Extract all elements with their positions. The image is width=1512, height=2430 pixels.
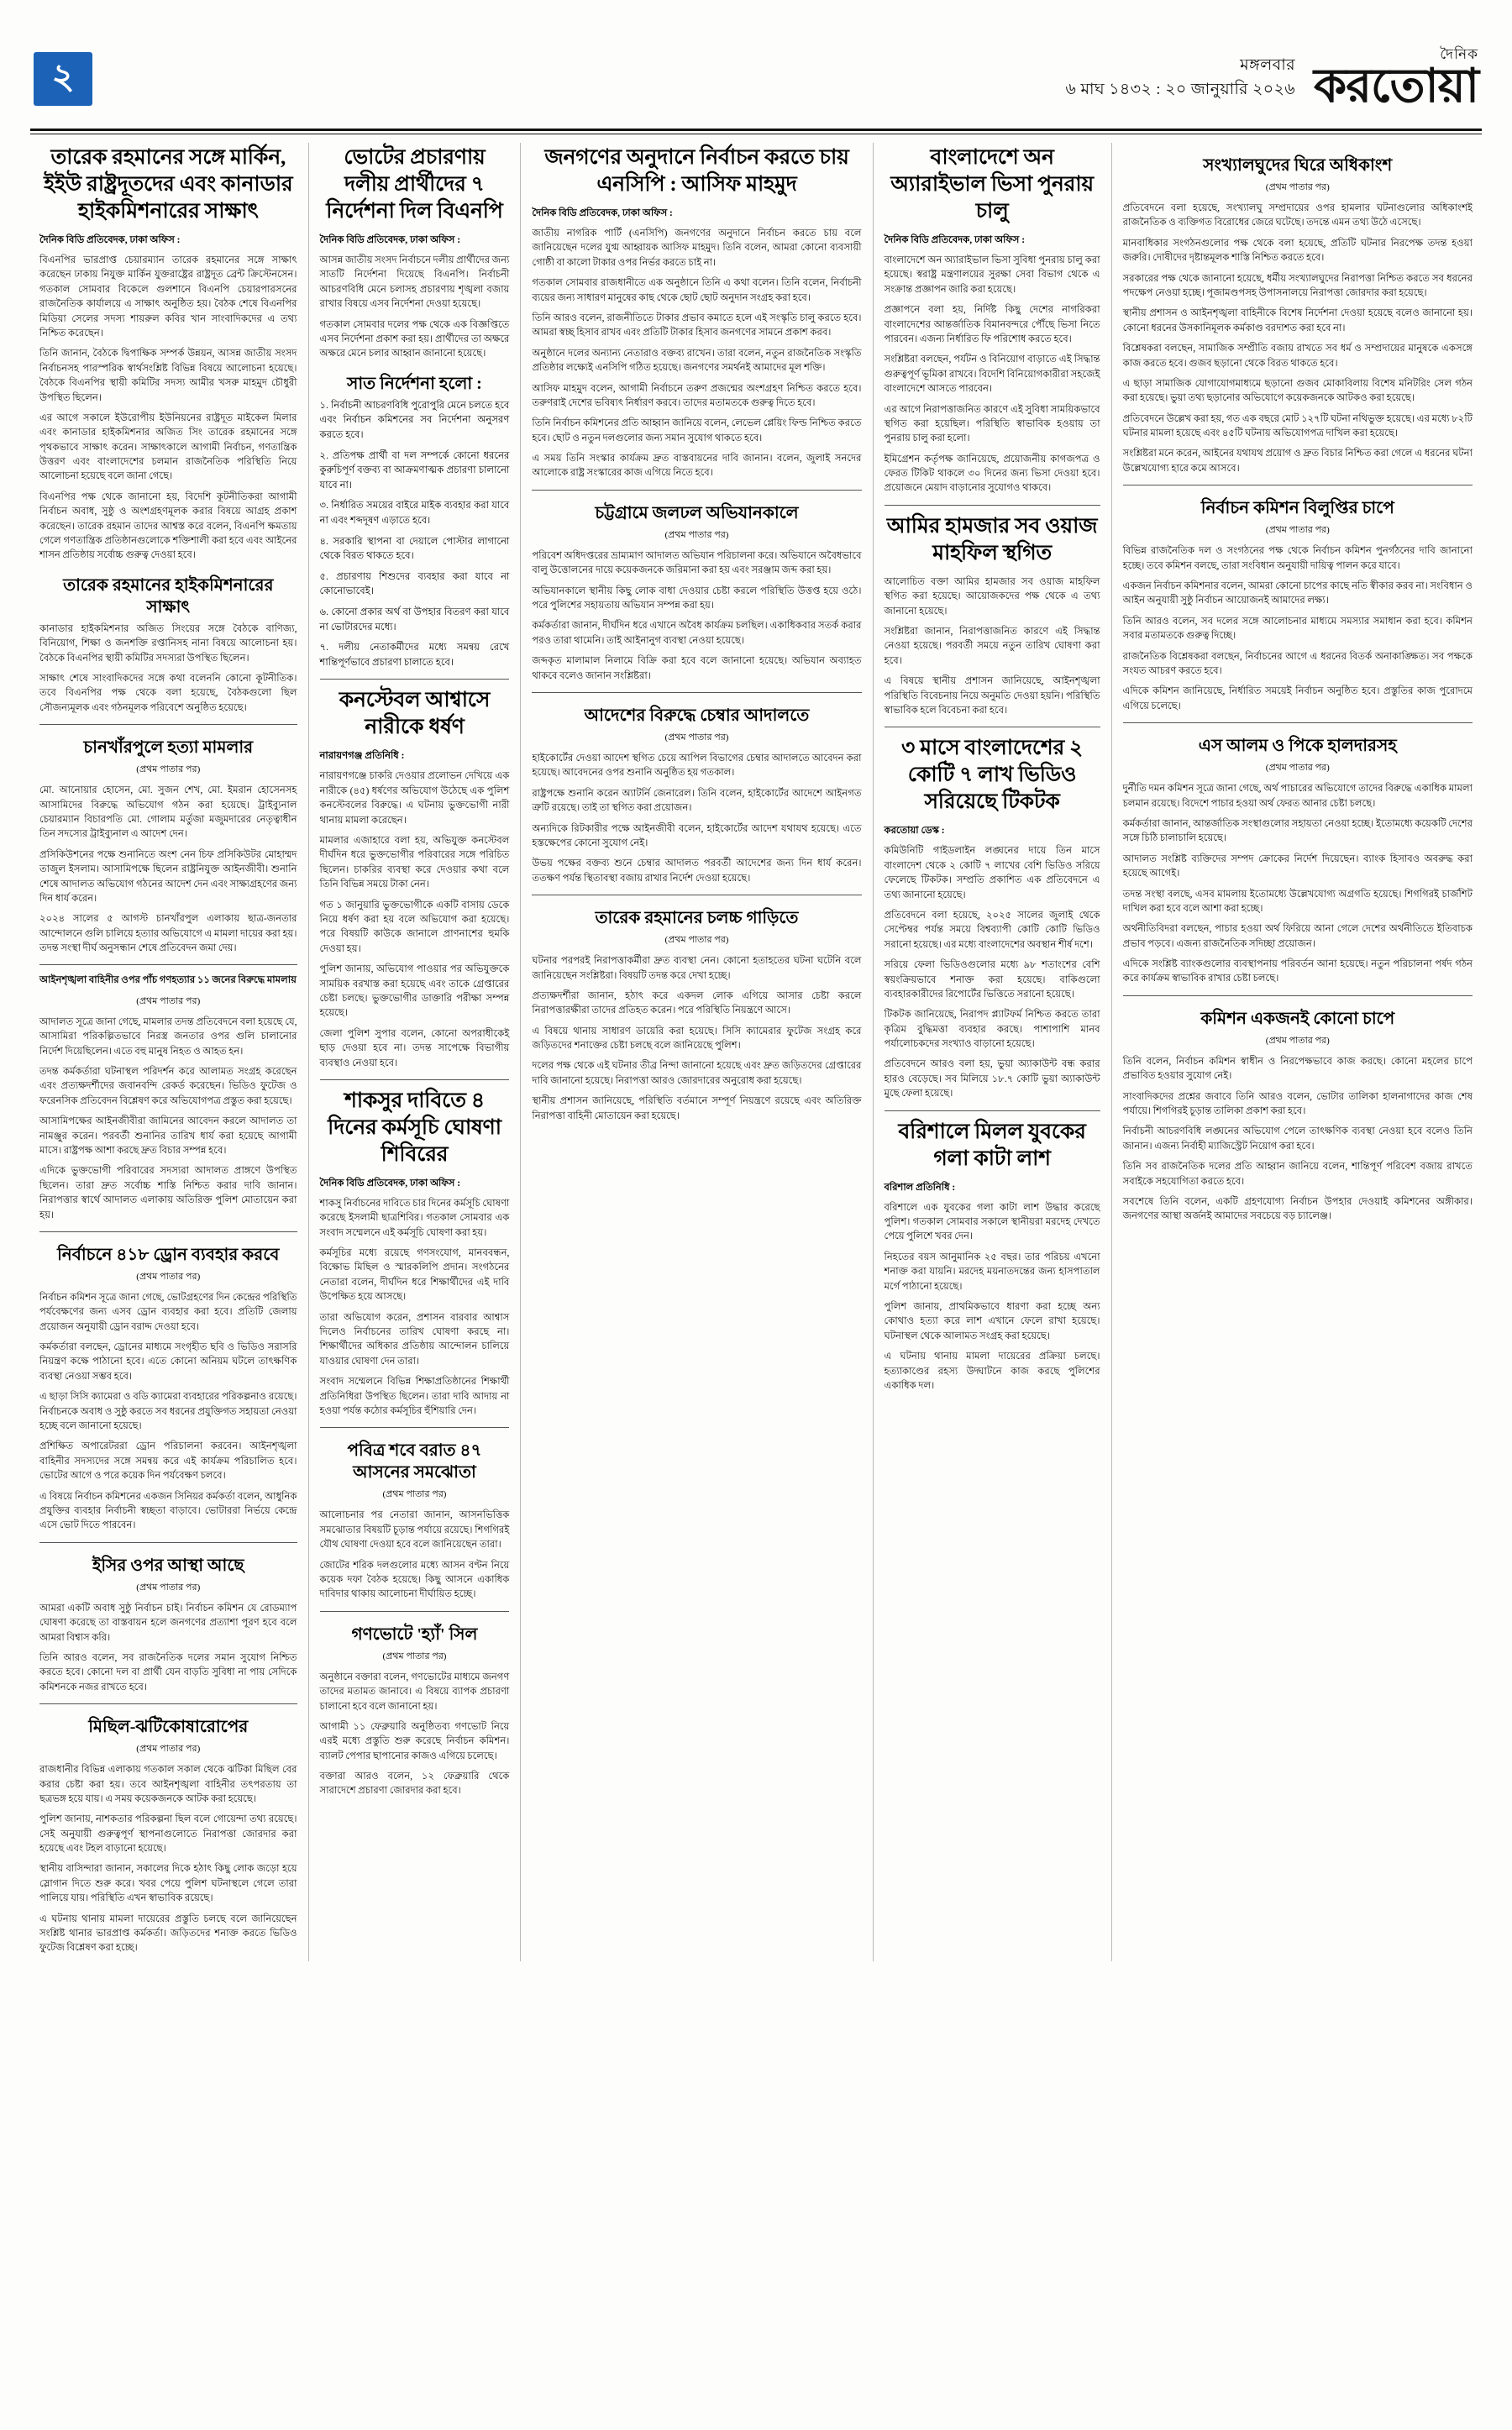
article-paragraph: বাংলাদেশে অন অ্যারাইভাল ভিসা সুবিধা পুনরায় চালু করা হয়েছে। স্বরাষ্ট্র মন্ত্রণালয়ের সুরক্ষা সেবা বিভাগ থেকে এ সংক্রান্ত প্রজ্ঞাপন জারি করা হয়েছে। — [884, 255, 1100, 295]
article-paragraph: অনুষ্ঠানে বক্তারা বলেন, গণভোটের মাধ্যমে জনগণ তাদের মতামত জানাবে। এ বিষয়ে ব্যাপক প্রচারণা চালানো হবে বলে জানানো হয়। — [319, 1671, 510, 1712]
article-paragraph: এ বিষয়ে থানায় সাধারণ ডায়েরি করা হয়েছে। সিসি ক্যামেরার ফুটেজ সংগ্রহ করে জড়িতদের শনাক্তের চেষ্টা চলছে বলে জানিয়েছে পুলিশ। — [532, 1025, 862, 1052]
page-number-badge: ২ — [34, 52, 92, 106]
article-paragraph: আসিফ মাহমুদ বলেন, আগামী নির্বাচনে তরুণ প্রজন্মের অংশগ্রহণ নিশ্চিত করতে হবে। তরুণরাই দেশের ভবিষ্যৎ নির্ধারণ করবে। তাদের মতামতকে গুরুত্ব দিতে হবে। — [532, 382, 862, 408]
column-grid — [29, 143, 1483, 1961]
column-2 — [308, 143, 521, 1961]
article-headline: ৩ মাসে বাংলাদেশের ২ কোটি ৭ লাখ ভিডিও সরিয়েছে টিকটক — [900, 737, 1084, 814]
continued-from: (প্রথম পাতার পর) — [664, 732, 729, 743]
article-headline: তারেক রহমানের চলচ্চ গাড়িতে — [595, 909, 799, 928]
article-paragraph: জোটের শরিক দলগুলোর মধ্যে আসন বণ্টন নিয়ে কয়েক দফা বৈঠক হয়েছে। কিছু আসনে একাধিক দাবিদার থাকায় আলোচনা দীর্ঘায়িত হচ্ছে। — [319, 1559, 510, 1600]
continued-from: (প্রথম পাতার পর) — [1265, 1035, 1330, 1046]
article-paragraph: তিনি আরও বলেন, সব রাজনৈতিক দলের সমান সুযোগ নিশ্চিত করতে হবে। কোনো দল বা প্রার্থী যেন বাড়তি সুবিধা না পায় সেদিকে কমিশনকে নজর রাখতে হবে। — [39, 1651, 297, 1693]
continued-from: (প্রথম পাতার পর) — [136, 764, 201, 775]
article-headline: শাকসুর দাবিতে ৪ দিনের কর্মসূচি ঘোষণা শিবিরের — [328, 1089, 501, 1166]
numbered-item: ৪. সরকারি স্থাপনা বা দেয়ালে পোস্টার লাগানো থেকে বিরত থাকতে হবে। — [319, 535, 510, 562]
byline: করতোয়া ডেস্ক : — [884, 826, 945, 837]
article-paragraph: মানবাধিকার সংগঠনগুলোর পক্ষ থেকে বলা হয়েছে, প্রতিটি ঘটনার নিরপেক্ষ তদন্ত হওয়া জরুরি। দোষীদের দৃষ্টান্তমূলক শাস্তি নিশ্চিত করতে হবে। — [1122, 237, 1473, 264]
section-divider — [885, 1110, 1100, 1111]
article-paragraph: অর্থনীতিবিদরা বলছেন, পাচার হওয়া অর্থ ফিরিয়ে আনা গেলে দেশের অর্থনীতিতে ইতিবাচক প্রভাব পড়বে। এজন্য রাজনৈতিক সদিচ্ছা প্রয়োজন। — [1122, 923, 1473, 949]
article-headline: মিছিল-ঝটিকোষারোপের — [88, 1718, 249, 1737]
article-paragraph: প্রত্যক্ষদর্শীরা জানান, হঠাৎ করে একদল লোক এগিয়ে আসার চেষ্টা করলে নিরাপত্তারক্ষীরা তাদের প্রতিহত করেন। পরে পরিস্থিতি নিয়ন্ত্রণে আসে। — [532, 989, 862, 1016]
article-headline: কনস্টেবল আশ্বাসে নারীকে ধর্ষণ — [339, 689, 491, 739]
byline: দৈনিক বিডি প্রতিবেদক, ঢাকা অফিস : — [39, 235, 181, 245]
section-divider — [532, 490, 861, 491]
article-paragraph: জাতীয় নাগরিক পার্টি (এনসিপি) জনগণের অনুদানে নির্বাচন করতে চায় বলে জানিয়েছেন দলের যুগ্ম আহ্বায়ক আসিফ মাহমুদ। তিনি বলেন, আমরা কোনো ব্যবসায়ী গোষ্ঠী বা কালো টাকার ওপর নির্ভর করতে চাই না। — [532, 228, 862, 268]
article-headline: বরিশালে মিলল যুবকের গলা কাটা লাশ — [898, 1120, 1086, 1170]
article-paragraph: প্রশিক্ষিত অপারেটররা ড্রোন পরিচালনা করবেন। আইনশৃঙ্খলা বাহিনীর সদস্যদের সঙ্গে সমন্বয় করে এই কার্যক্রম পরিচালিত হবে। ভোটের আগে ও পরে কয়েক দিন পর্যবেক্ষণ চলবে। — [39, 1441, 297, 1482]
byline: বরিশাল প্রতিনিধি : — [884, 1182, 956, 1193]
masthead — [29, 24, 1483, 125]
article-paragraph: আমরা একটি অবাধ সুষ্ঠু নির্বাচন চাই। নির্বাচন কমিশন যে রোডম্যাপ ঘোষণা করেছে তা বাস্তবায়ন হলে জনগণের প্রত্যাশা পূরণ হবে বলে আমরা বিশ্বাস করি। — [39, 1602, 297, 1643]
article-paragraph: এদিকে ভুক্তভোগী পরিবারের সদস্যরা আদালত প্রাঙ্গণে উপস্থিত ছিলেন। তারা দ্রুত সর্বোচ্চ শাস্তি নিশ্চিত করার দাবি জানান। নিরাপত্তার স্বার্থে আদালত এলাকায় অতিরিক্ত পুলিশ মোতায়েন করা হয়। — [39, 1165, 297, 1220]
article-paragraph: অন্যদিকে রিটকারীর পক্ষে আইনজীবী বলেন, হাইকোর্টের আদেশ যথাযথ হয়েছে। এতে হস্তক্ষেপের কোনো সুযোগ নেই। — [532, 822, 862, 848]
article-paragraph: অভিযানকালে স্থানীয় কিছু লোক বাধা দেওয়ার চেষ্টা করলে পরিস্থিতি উত্তপ্ত হয়ে ওঠে। পরে পুলিশের সহায়তায় অভিযান সম্পন্ন করা হয়। — [532, 585, 862, 611]
article-paragraph: নারায়ণগঞ্জে চাকরি দেওয়ার প্রলোভন দেখিয়ে এক নারীকে (৪৫) ধর্ষণের অভিযোগ উঠেছে এক পুলিশ কনস্টেবলের বিরুদ্ধে। এ ঘটনায় ভুক্তভোগী নারী থানায় মামলা করেছেন। — [319, 770, 510, 826]
masthead-rule-thick — [30, 129, 1482, 131]
article-paragraph: এ সময় তিনি সংস্কার কার্যক্রম দ্রুত বাস্তবায়নের দাবি জানান। বলেন, জুলাই সনদের আলোকে রাষ্ট্র সংস্কারের কাজ এগিয়ে নিতে হবে। — [532, 453, 862, 479]
article-paragraph: সবশেষে তিনি বলেন, একটি গ্রহণযোগ্য নির্বাচন উপহার দেওয়াই কমিশনের অঙ্গীকার। জনগণের আস্থা অর্জনই আমাদের সবচেয়ে বড় চ্যালেঞ্জ। — [1122, 1195, 1473, 1222]
section-divider — [885, 505, 1100, 506]
article-paragraph: মামলার এজাহারে বলা হয়, অভিযুক্ত কনস্টেবল দীর্ঘদিন ধরে ভুক্তভোগীর পরিবারের সঙ্গে পরিচিত ছিলেন। চাকরির ব্যবস্থা করে দেওয়ার কথা বলে তিনি বিভিন্ন সময়ে টাকা নেন। — [319, 835, 510, 890]
article-paragraph: প্রজ্ঞাপনে বলা হয়, নির্দিষ্ট কিছু দেশের নাগরিকরা বাংলাদেশের আন্তর্জাতিক বিমানবন্দরে পৌঁছে ভিসা নিতে পারবেন। এজন্য নির্ধারিত ফি পরিশোধ করতে হবে। — [884, 304, 1100, 344]
article-paragraph: বরিশালে এক যুবকের গলা কাটা লাশ উদ্ধার করেছে পুলিশ। গতকাল সোমবার সকালে স্থানীয়রা মরদেহ দেখতে পেয়ে পুলিশে খবর দেন। — [884, 1201, 1100, 1242]
article-paragraph: গতকাল সোমবার রাজধানীতে এক অনুষ্ঠানে তিনি এ কথা বলেন। তিনি বলেন, নির্বাচনী ব্যয়ের জন্য সাধারণ মানুষের কাছ থেকে ছোট ছোট অনুদান সংগ্রহ করা হবে। — [532, 277, 862, 303]
column-1 — [29, 143, 308, 1961]
article-paragraph: নির্বাচনী আচরণবিধি লঙ্ঘনের অভিযোগ পেলে তাৎক্ষণিক ব্যবস্থা নেওয়া হবে বলেও তিনি জানান। এজন্য নির্বাহী ম্যাজিস্ট্রেট নিয়োগ করা হবে। — [1122, 1126, 1473, 1152]
article-paragraph: তদন্ত কর্মকর্তারা ঘটনাস্থল পরিদর্শন করে আলামত সংগ্রহ করেছেন এবং প্রত্যক্ষদর্শীদের জবানবন্দি রেকর্ড করেছেন। ভিডিও ফুটেজ ও ফরেনসিক প্রতিবেদন বিশ্লেষণ করে অভিযোগপত্র প্রস্তুত করা হয়েছে। — [39, 1066, 297, 1106]
article-paragraph: সাংবাদিকদের প্রশ্নের জবাবে তিনি আরও বলেন, ভোটার তালিকা হালনাগাদের কাজ শেষ পর্যায়ে। শিগগিরই চূড়ান্ত তালিকা প্রকাশ করা হবে। — [1122, 1090, 1473, 1117]
article-paragraph: আলোচনার পর নেতারা জানান, আসনভিত্তিক সমঝোতার বিষয়টি চূড়ান্ত পর্যায়ে রয়েছে। শিগগিরই যৌথ ঘোষণা দেওয়া হবে বলে জানিয়েছেন তারা। — [319, 1509, 510, 1551]
article-paragraph: কর্মসূচির মধ্যে রয়েছে গণসংযোগ, মানববন্ধন, বিক্ষোভ মিছিল ও স্মারকলিপি প্রদান। সংগঠনের নেতারা বলেন, দীর্ঘদিন ধরে শিক্ষার্থীদের এই দাবি উপেক্ষিত হয়ে আসছে। — [319, 1247, 510, 1303]
byline: নারায়ণগঞ্জ প্রতিনিধি : — [319, 751, 405, 762]
article-paragraph: সংশ্লিষ্টরা মনে করেন, আইনের যথাযথ প্রয়োগ ও দ্রুত বিচার নিশ্চিত করা গেলে এ ধরনের ঘটনা উল্লেখযোগ্য হারে কমে আসবে। — [1122, 448, 1473, 474]
article-paragraph: অনুষ্ঠানে দলের অন্যান্য নেতারাও বক্তব্য রাখেন। তারা বলেন, নতুন রাজনৈতিক সংস্কৃতি প্রতিষ্ঠার লক্ষ্যেই এনসিপি গঠিত হয়েছে। জনগণের সমর্থনই আমাদের মূল শক্তি। — [532, 347, 862, 374]
continued-from: (প্রথম পাতার পর) — [136, 1271, 201, 1282]
article-paragraph: তিনি বলেন, নির্বাচন কমিশন স্বাধীন ও নিরপেক্ষভাবে কাজ করছে। কোনো মহলের চাপে প্রভাবিত হওয়ার সুযোগ নেই। — [1122, 1055, 1473, 1082]
continued-from: (প্রথম পাতার পর) — [1265, 525, 1330, 536]
article-paragraph: এ ঘটনায় থানায় মামলা দায়েরের প্রক্রিয়া চলছে। হত্যাকাণ্ডের রহস্য উদ্ঘাটনে কাজ করছে পুলিশের একাধিক দল। — [884, 1351, 1100, 1391]
article-paragraph: প্রতিবেদনে বলা হয়েছে, ২০২৫ সালের জুলাই থেকে সেপ্টেম্বর পর্যন্ত সময়ে বিশ্বব্যাপী কোটি কোটি ভিডিও সরানো হয়েছে। এর মধ্যে বাংলাদেশের অবস্থান শীর্ষ দশে। — [884, 909, 1100, 950]
byline: দৈনিক বিডি প্রতিবেদক, ঢাকা অফিস : — [532, 208, 673, 218]
article-paragraph: ২০২৪ সালের ৫ আগস্ট চানখাঁরপুল এলাকায় ছাত্র-জনতার আন্দোলনে গুলি চালিয়ে হত্যার অভিযোগে এ মামলা দায়ের করা হয়। তদন্ত সংস্থা দীর্ঘ অনুসন্ধান শেষে প্রতিবেদন জমা দেয়। — [39, 913, 297, 954]
article-paragraph: কমিউনিটি গাইডলাইন লঙ্ঘনের দায়ে তিন মাসে বাংলাদেশ থেকে ২ কোটি ৭ লাখের বেশি ভিডিও সরিয়ে ফেলেছে টিকটক। সম্প্রতি প্রকাশিত এক প্রতিবেদনে এ তথ্য জানানো হয়েছে। — [884, 845, 1100, 900]
numbered-item: ৬. কোনো প্রকার অর্থ বা উপহার বিতরণ করা যাবে না ভোটারদের মধ্যে। — [319, 606, 510, 632]
section-divider — [320, 679, 510, 680]
logo-title: করতোয়া — [1314, 60, 1478, 113]
article-headline: কমিশন একজনই কোনো চাপে — [1200, 1009, 1395, 1028]
article-paragraph: তিনি আরও বলেন, রাজনীতিতে টাকার প্রভাব কমাতে হলে এই সংস্কৃতি চালু করতে হবে। আমরা স্বচ্ছ হিসাব রাখব এবং প্রতিটি টাকার হিসাব জনগণের সামনে প্রকাশ করব। — [532, 312, 862, 339]
article-paragraph: পুলিশ জানায়, অভিযোগ পাওয়ার পর অভিযুক্তকে সাময়িক বরখাস্ত করা হয়েছে এবং তাকে গ্রেপ্তারের চেষ্টা চলছে। ভুক্তভোগীর ডাক্তারি পরীক্ষা সম্পন্ন হয়েছে। — [319, 963, 510, 1019]
article-subheadline: সাত নির্দেশনা হলো : — [347, 374, 482, 393]
numbered-item: ৭. দলীয় নেতাকর্মীদের মধ্যে সমন্বয় রেখে শান্তিপূর্ণভাবে প্রচারণা চালাতে হবে। — [319, 642, 510, 668]
continued-from: (প্রথম পাতার পর) — [1265, 182, 1330, 192]
article-paragraph: প্রতিবেদনে উল্লেখ করা হয়, গত এক বছরে মোট ১২৭টি ঘটনা নথিভুক্ত হয়েছে। এর মধ্যে ৮২টি ঘটনার মামলা হয়েছে এবং ৪৫টি ঘটনায় অভিযোগপত্র দাখিল করা হয়েছে। — [1122, 412, 1473, 439]
article-paragraph: মো. আনোয়ার হোসেন, মো. সুজন শেখ, মো. ইমরান হোসেনসহ আসামিদের বিরুদ্ধে অভিযোগ গঠন করা হয়েছে। ট্রাইব্যুনাল চেয়ারম্যান বিচারপতি মো. গোলাম মর্তুজা মজুমদারের নেতৃত্বাধীন তিন সদস্যের ট্রাইব্যুনাল এ আদেশ দেন। — [39, 785, 297, 840]
article-paragraph: আদালত সংশ্লিষ্ট ব্যক্তিদের সম্পদ ক্রোকের নির্দেশ দিয়েছেন। ব্যাংক হিসাবও অবরুদ্ধ করা হয়েছে আগেই। — [1122, 853, 1473, 879]
section-divider — [39, 1542, 297, 1543]
article-paragraph: গত ১ জানুয়ারি ভুক্তভোগীকে একটি বাসায় ডেকে নিয়ে ধর্ষণ করা হয় বলে অভিযোগ করা হয়েছে। পরে বিষয়টি কাউকে জানালে প্রাণনাশের হুমকি দেওয়া হয়। — [319, 899, 510, 954]
continued-from: (প্রথম পাতার পর) — [382, 1489, 447, 1500]
article-paragraph: বিভিন্ন রাজনৈতিক দল ও সংগঠনের পক্ষ থেকে নির্বাচন কমিশন পুনর্গঠনের দাবি জানানো হচ্ছে। তবে কমিশন বলছে, তারা সংবিধান অনুযায়ী দায়িত্ব পালন করে যাবে। — [1122, 545, 1473, 571]
article-paragraph: ইমিগ্রেশন কর্তৃপক্ষ জানিয়েছে, প্রয়োজনীয় কাগজপত্র ও ফেরত টিকিট থাকলে ৩০ দিনের জন্য ভিসা দেওয়া হবে। প্রয়োজনে মেয়াদ বাড়ানোর সুযোগও থাকবে। — [884, 453, 1100, 494]
numbered-item: ২. প্রতিপক্ষ প্রার্থী বা দল সম্পর্কে কোনো ধরনের কুরুচিপূর্ণ বক্তব্য বা আক্রমণাত্মক প্রচারণা চালানো যাবে না। — [319, 449, 510, 491]
article-paragraph: এ ছাড়া সামাজিক যোগাযোগমাধ্যমে ছড়ানো গুজব মোকাবিলায় বিশেষ মনিটরিং সেল গঠন করা হয়েছে। ভুয়া তথ্য ছড়ানোর অভিযোগে কয়েকজনকে আটকও করা হয়েছে। — [1122, 377, 1473, 404]
article-paragraph: রাজধানীর বিভিন্ন এলাকায় গতকাল সকাল থেকে ঝটিকা মিছিল বের করার চেষ্টা করা হয়। তবে আইনশৃঙ্খলা বাহিনীর তৎপরতায় তা ছত্রভঙ্গ হয়ে যায়। এ সময় কয়েকজনকে আটক করা হয়েছে। — [39, 1764, 297, 1804]
article-paragraph: নির্বাচন কমিশন সূত্রে জানা গেছে, ভোটগ্রহণের দিন কেন্দ্রের পরিস্থিতি পর্যবেক্ষণের জন্য এসব ড্রোন ব্যবহার করা হবে। প্রতিটি জেলায় প্রয়োজন অনুযায়ী ড্রোন বরাদ্দ দেওয়া হবে। — [39, 1291, 297, 1332]
column-5 — [1111, 143, 1483, 1961]
article-paragraph: স্থানীয় বাসিন্দারা জানান, সকালের দিকে হঠাৎ কিছু লোক জড়ো হয়ে স্লোগান দিতে শুরু করে। খবর পেয়ে পুলিশ ঘটনাস্থলে গেলে তারা পালিয়ে যায়। পরিস্থিতি এখন স্বাভাবিক রয়েছে। — [39, 1863, 297, 1904]
article-headline: আইনশৃঙ্খলা বাহিনীর ওপর পাঁচ গণহত্যার ১১ জনের বিরুদ্ধে মামলায় — [39, 974, 297, 986]
section-divider — [320, 1079, 510, 1080]
section-divider — [39, 1231, 297, 1232]
numbered-item: ৫. প্রচারণায় শিশুদের ব্যবহার করা যাবে না কোনোভাবেই। — [319, 570, 510, 597]
article-paragraph: হাইকোর্টের দেওয়া আদেশ স্থগিত চেয়ে আপিল বিভাগের চেম্বার আদালতে আবেদন করা হয়েছে। আবেদনের ওপর শুনানি অনুষ্ঠিত হয় গতকাল। — [532, 752, 862, 779]
article-paragraph: ঘটনার পরপরই নিরাপত্তাকর্মীরা দ্রুত ব্যবস্থা নেন। কোনো হতাহতের ঘটনা ঘটেনি বলে জানিয়েছেন সংশ্লিষ্টরা। বিষয়টি তদন্ত করে দেখা হচ্ছে। — [532, 955, 862, 981]
article-paragraph: স্থানীয় প্রশাসন জানিয়েছে, পরিস্থিতি বর্তমানে সম্পূর্ণ নিয়ন্ত্রণে রয়েছে এবং অতিরিক্ত নিরাপত্তা বাহিনী মোতায়েন করা হয়েছে। — [532, 1095, 862, 1121]
article-headline: বাংলাদেশে অন অ্যারাইভাল ভিসা পুনরায় চালু — [890, 146, 1094, 223]
article-paragraph: কর্মকর্তারা জানান, দীর্ঘদিন ধরে এখানে অবৈধ কার্যক্রম চলছিল। একাধিকবার সতর্ক করার পরও তারা থামেনি। তাই আইনানুগ ব্যবস্থা নেওয়া হয়েছে। — [532, 620, 862, 646]
continued-from: (প্রথম পাতার পর) — [1265, 763, 1330, 774]
article-paragraph: সংশ্লিষ্টরা বলছেন, পর্যটন ও বিনিয়োগ বাড়াতে এই সিদ্ধান্ত গুরুত্বপূর্ণ ভূমিকা রাখবে। বিদেশি বিনিয়োগকারীরা সহজেই বাংলাদেশে আসতে পারবেন। — [884, 354, 1100, 395]
article-headline: ভোটের প্রচারণায় দলীয় প্রার্থীদের ৭ নির্দেশনা দিল বিএনপি — [326, 146, 503, 223]
article-paragraph: পুলিশ জানায়, নাশকতার পরিকল্পনা ছিল বলে গোয়েন্দা তথ্য রয়েছে। সেই অনুযায়ী গুরুত্বপূর্ণ স্থাপনাগুলোতে নিরাপত্তা জোরদার করা হয়েছে এবং টহল বাড়ানো হয়েছে। — [39, 1813, 297, 1855]
article-paragraph: একজন নির্বাচন কমিশনার বলেন, আমরা কোনো চাপের কাছে নতি স্বীকার করব না। সংবিধান ও আইন অনুযায়ী সুষ্ঠু নির্বাচন আয়োজনই আমাদের লক্ষ্য। — [1122, 580, 1473, 606]
article-paragraph: বক্তারা আরও বলেন, ১২ ফেব্রুয়ারি থেকে সারাদেশে প্রচারণা জোরদার করা হবে। — [319, 1771, 510, 1797]
article-paragraph: জেলা পুলিশ সুপার বলেন, কোনো অপরাধীকেই ছাড় দেওয়া হবে না। তদন্ত সাপেক্ষে বিভাগীয় ব্যবস্থাও নেওয়া হবে। — [319, 1027, 510, 1068]
continued-from: (প্রথম পাতার পর) — [136, 995, 201, 1006]
date-full: ৬ মাঘ ১৪৩২ : ২০ জানুয়ারি ২০২৬ — [1065, 80, 1296, 98]
numbered-item: ৩. নির্ধারিত সময়ের বাইরে মাইক ব্যবহার করা যাবে না এবং শব্দদূষণ এড়াতে হবে। — [319, 500, 510, 526]
section-divider — [1123, 722, 1473, 723]
article-paragraph: নিহতের বয়স আনুমানিক ২৫ বছর। তার পরিচয় এখনো শনাক্ত করা যায়নি। মরদেহ ময়নাতদন্তের জন্য হাসপাতাল মর্গে পাঠানো হয়েছে। — [884, 1251, 1100, 1292]
article-headline: ইসির ওপর আস্থা আছে — [92, 1556, 244, 1575]
article-paragraph: তিনি সব রাজনৈতিক দলের প্রতি আহ্বান জানিয়ে বলেন, শান্তিপূর্ণ পরিবেশ বজায় রাখতে সবাইকে সহযোগিতা করতে হবে। — [1122, 1161, 1473, 1187]
article-paragraph: সংবাদ সম্মেলনে বিভিন্ন শিক্ষাপ্রতিষ্ঠানের শিক্ষার্থী প্রতিনিধিরা উপস্থিত ছিলেন। তারা দাবি আদায় না হওয়া পর্যন্ত কঠোর কর্মসূচির হুঁশিয়ারি দেন। — [319, 1376, 510, 1416]
article-paragraph: সংশ্লিষ্টরা জানান, নিরাপত্তাজনিত কারণে এই সিদ্ধান্ত নেওয়া হয়েছে। পরবর্তী সময়ে নতুন তারিখ ঘোষণা করা হবে। — [884, 626, 1100, 666]
newspaper-logo — [1314, 46, 1478, 113]
article-headline: তারেক রহমানের সঙ্গে মার্কিন, ইইউ রাষ্ট্রদূতদের এবং কানাডার হাইকমিশনারের সাক্ষাৎ — [44, 146, 293, 223]
article-paragraph: আসন্ন জাতীয় সংসদ নির্বাচনে দলীয় প্রার্থীদের জন্য সাতটি নির্দেশনা দিয়েছে বিএনপি। নির্বাচনী আচরণবিধি মেনে চলাসহ প্রচারণায় শৃঙ্খলা বজায় রাখার বিষয়ে এসব নির্দেশনা দেওয়া হয়েছে। — [319, 255, 510, 310]
article-headline: নির্বাচন কমিশন বিলুপ্তির চাপে — [1200, 499, 1394, 518]
masthead-right — [1065, 46, 1478, 113]
section-divider — [320, 1611, 510, 1612]
article-headline: সংখ্যালঘুদের ঘিরে অধিকাংশ — [1203, 156, 1393, 175]
logo-kicker: দৈনিক — [1440, 46, 1478, 62]
article-headline: আদেশের বিরুদ্ধে চেম্বার আদালতে — [584, 706, 810, 725]
article-paragraph: এ বিষয়ে স্থানীয় প্রশাসন জানিয়েছে, আইনশৃঙ্খলা পরিস্থিতি বিবেচনায় নিয়ে অনুমতি দেওয়া হয়নি। পরিস্থিতি স্বাভাবিক হলে বিবেচনা করা হবে। — [884, 675, 1100, 716]
article-headline: আমির হামজার সব ওয়াজ মাহফিল স্থগিত — [886, 514, 1098, 564]
article-paragraph: বিএনপির ভারপ্রাপ্ত চেয়ারম্যান তারেক রহমানের সঙ্গে সাক্ষাৎ করেছেন ঢাকায় নিযুক্ত মার্কিন যুক্তরাষ্ট্রের রাষ্ট্রদূত ব্রেন্ট ক্রিস্টেনসেন। গতকাল সোমবার বিকেলে গুলশানে বিএনপি চেয়ারপারসনের রাজনৈতিক কার্যালয়ে এ সাক্ষাৎ অনুষ্ঠিত হয়। বৈঠক শেষে বিএনপির মিডিয়া সেলের সদস্য শায়রুল কবির খান সাংবাদিকদের এ তথ্য নিশ্চিত করেছেন। — [39, 255, 297, 339]
column-3 — [520, 143, 872, 1961]
article-headline: এস আলম ও পিকে হালদারসহ — [1198, 737, 1397, 756]
article-paragraph: এ ছাড়া সিসি ক্যামেরা ও বডি ক্যামেরা ব্যবহারের পরিকল্পনাও রয়েছে। নির্বাচনকে অবাধ ও সুষ্ঠু করতে সব ধরনের প্রযুক্তিগত সহায়তা নেওয়া হচ্ছে বলে জানানো হয়েছে। — [39, 1391, 297, 1432]
article-paragraph: প্রতিবেদনে বলা হয়েছে, সংখ্যালঘু সম্প্রদায়ের ওপর হামলার ঘটনাগুলোর অধিকাংশই রাজনৈতিক ও ব্যক্তিগত বিরোধের জেরে ঘটেছে। তদন্তে এমন তথ্য উঠে এসেছে। — [1122, 202, 1473, 228]
article-headline: চানখাঁরপুলে হত্যা মামলার — [83, 738, 254, 758]
article-paragraph: স্থানীয় প্রশাসন ও আইনশৃঙ্খলা বাহিনীকে বিশেষ নির্দেশনা দেওয়া হয়েছে বলেও জানানো হয়। কোনো ধরনের উসকানিমূলক কর্মকাণ্ড বরদাশত করা হবে না। — [1122, 307, 1473, 333]
article-paragraph: টিকটক জানিয়েছে, নিরাপদ প্ল্যাটফর্ম নিশ্চিত করতে তারা কৃত্রিম বুদ্ধিমত্তা ব্যবহার করছে। পাশাপাশি মানব পর্যালোচকদের সংখ্যাও বাড়ানো হয়েছে। — [884, 1009, 1100, 1050]
article-paragraph: পুলিশ জানায়, প্রাথমিকভাবে ধারণা করা হচ্ছে অন্য কোথাও হত্যা করে লাশ এখানে ফেলে রাখা হয়েছে। ঘটনাস্থল থেকে আলামত সংগ্রহ করা হয়েছে। — [884, 1300, 1100, 1341]
article-paragraph: প্রসিকিউশনের পক্ষে শুনানিতে অংশ নেন চিফ প্রসিকিউটর মোহাম্মদ তাজুল ইসলাম। আসামিপক্ষে ছিলেন রাষ্ট্রনিযুক্ত আইনজীবী। শুনানি শেষে আদালত অভিযোগ গঠনের আদেশ দেন এবং সাক্ষ্যগ্রহণের জন্য দিন ধার্য করেন। — [39, 848, 297, 904]
article-paragraph: রাষ্ট্রপক্ষে শুনানি করেন অ্যাটর্নি জেনারেল। তিনি বলেন, হাইকোর্টের আদেশে আইনগত ত্রুটি রয়েছে। তাই তা স্থগিত করা প্রয়োজন। — [532, 787, 862, 814]
section-divider — [39, 964, 297, 965]
continued-from: (প্রথম পাতার পর) — [136, 1582, 201, 1593]
section-divider — [532, 692, 861, 693]
numbered-item: ১. নির্বাচনী আচরণবিধি পুরোপুরি মেনে চলতে হবে এবং নির্বাচন কমিশনের সব নির্দেশনা অনুসরণ করতে হবে। — [319, 399, 510, 440]
byline: দৈনিক বিডি প্রতিবেদক, ঢাকা অফিস : — [319, 1178, 461, 1189]
continued-from: (প্রথম পাতার পর) — [664, 529, 729, 540]
weekday: মঙ্গলবার — [1240, 56, 1296, 74]
article-paragraph: আলোচিত বক্তা আমির হামজার সব ওয়াজ মাহফিল স্থগিত করা হয়েছে। আয়োজকদের পক্ষ থেকে এ তথ্য জানানো হয়েছে। — [884, 575, 1100, 617]
article-paragraph: আসামিপক্ষের আইনজীবীরা জামিনের আবেদন করলে আদালত তা নামঞ্জুর করেন। পরবর্তী শুনানির তারিখ ধার্য করা হয়েছে আগামী মাসে। রাষ্ট্রপক্ষ আশা করছে দ্রুত বিচার সম্পন্ন হবে। — [39, 1115, 297, 1156]
article-headline: গণভোটে 'হ্যাঁ' সিল — [351, 1624, 478, 1644]
article-paragraph: জব্দকৃত মালামাল নিলামে বিক্রি করা হবে বলে জানানো হয়েছে। অভিযান অব্যাহত থাকবে বলেও জানান সংশ্লিষ্টরা। — [532, 655, 862, 681]
article-paragraph: তদন্ত সংস্থা বলছে, এসব মামলায় ইতোমধ্যে উল্লেখযোগ্য অগ্রগতি হয়েছে। শিগগিরই চার্জশিট দাখিল করা হবে বলে আশা করা হচ্ছে। — [1122, 888, 1473, 914]
date-line — [1066, 54, 1295, 110]
article-subheadline: তারেক রহমানের হাইকমিশনারের সাক্ষাৎ — [63, 575, 274, 617]
article-paragraph: কর্মকর্তারা বলছেন, ড্রোনের মাধ্যমে সংগৃহীত ছবি ও ভিডিও সরাসরি নিয়ন্ত্রণ কক্ষে পাঠানো হবে। এতে কোনো অনিয়ম ঘটলে তাৎক্ষণিক ব্যবস্থা নেওয়া সম্ভব হবে। — [39, 1341, 297, 1382]
continued-from: (প্রথম পাতার পর) — [136, 1744, 201, 1755]
section-divider — [320, 1427, 510, 1428]
article-paragraph: প্রতিবেদনে আরও বলা হয়, ভুয়া অ্যাকাউন্ট বন্ধ করার হারও বেড়েছে। সব মিলিয়ে ১৮.৭ কোটি ভুয়া অ্যাকাউন্ট মুছে ফেলা হয়েছে। — [884, 1058, 1100, 1100]
article-headline: পবিত্র শবে বরাত ৪৭ আসনের সমঝোতা — [347, 1441, 482, 1483]
article-paragraph: এর আগে নিরাপত্তাজনিত কারণে এই সুবিধা সাময়িকভাবে স্থগিত করা হয়েছিল। পরিস্থিতি স্বাভাবিক হওয়ায় তা পুনরায় চালু করা হলো। — [884, 403, 1100, 444]
column-4 — [873, 143, 1111, 1961]
article-paragraph: এ বিষয়ে নির্বাচন কমিশনের একজন সিনিয়র কর্মকর্তা বলেন, আধুনিক প্রযুক্তির ব্যবহার নির্বাচনী স্বচ্ছতা বাড়াবে। ভোটাররা নির্ভয়ে কেন্দ্রে এসে ভোট দিতে পারবেন। — [39, 1490, 297, 1531]
article-paragraph: এদিকে সংশ্লিষ্ট ব্যাংকগুলোর ব্যবস্থাপনায় পরিবর্তন আনা হয়েছে। নতুন পরিচালনা পর্ষদ গঠন করে কার্যক্রম স্বাভাবিক রাখার চেষ্টা চলছে। — [1122, 958, 1473, 984]
byline: দৈনিক বিডি প্রতিবেদক, ঢাকা অফিস : — [319, 235, 461, 245]
article-paragraph: এ ঘটনায় থানায় মামলা দায়েরের প্রস্তুতি চলছে বলে জানিয়েছেন সংশ্লিষ্ট থানার ভারপ্রাপ্ত কর্মকর্তা। জড়িতদের শনাক্ত করতে ভিডিও ফুটেজ বিশ্লেষণ করা হচ্ছে। — [39, 1913, 297, 1954]
section-divider — [39, 1703, 297, 1704]
article-paragraph: কর্মকর্তারা জানান, আন্তর্জাতিক সংস্থাগুলোর সহায়তা নেওয়া হচ্ছে। ইতোমধ্যে কয়েকটি দেশের সঙ্গে চিঠি চালাচালি হয়েছে। — [1122, 817, 1473, 844]
article-paragraph: শাকসু নির্বাচনের দাবিতে চার দিনের কর্মসূচি ঘোষণা করেছে ইসলামী ছাত্রশিবির। গতকাল সোমবার এক সংবাদ সম্মেলনে এই কর্মসূচি ঘোষণা করা হয়। — [319, 1197, 510, 1238]
section-divider — [1123, 995, 1473, 996]
article-paragraph: রাজনৈতিক বিশ্লেষকরা বলছেন, নির্বাচনের আগে এ ধরনের বিতর্ক অনাকাঙ্ক্ষিত। সব পক্ষকে সংযত আচরণ করতে হবে। — [1122, 650, 1473, 676]
article-paragraph: বিএনপির পক্ষ থেকে জানানো হয়, বিদেশি কূটনীতিকরা আগামী নির্বাচন অবাধ, সুষ্ঠু ও অংশগ্রহণমূলক করার বিষয়ে আগ্রহ প্রকাশ করেছেন। তারেক রহমান তাদের আশ্বস্ত করে বলেন, বিএনপি ক্ষমতায় গেলে গণতান্ত্রিক প্রতিষ্ঠানগুলোকে শক্তিশালী করা হবে এবং আইনের শাসন প্রতিষ্ঠায় সর্বোচ্চ গুরুত্ব দেওয়া হবে। — [39, 491, 297, 561]
article-paragraph: আগামী ১১ ফেব্রুয়ারি অনুষ্ঠিতব্য গণভোট নিয়ে এরই মধ্যে প্রস্তুতি শুরু করেছে নির্বাচন কমিশন। ব্যালট পেপার ছাপানোর কাজও এগিয়ে চলেছে। — [319, 1720, 510, 1761]
article-headline: নির্বাচনে ৪১৮ ড্রোন ব্যবহার করবে — [57, 1245, 280, 1264]
article-paragraph: সরকারের পক্ষ থেকে জানানো হয়েছে, ধর্মীয় সংখ্যালঘুদের নিরাপত্তা নিশ্চিত করতে সব ধরনের পদক্ষেপ নেওয়া হচ্ছে। পূজামণ্ডপসহ উপাসনালয়ে নিরাপত্তা জোরদার করা হয়েছে। — [1122, 272, 1473, 298]
article-paragraph: পরিবেশ অধিদপ্তরের ভ্রাম্যমাণ আদালত অভিযান পরিচালনা করে। অভিযানে অবৈধভাবে বালু উত্তোলনের দায়ে কয়েকজনকে জরিমানা করা হয় এবং সরঞ্জাম জব্দ করা হয়। — [532, 549, 862, 576]
article-paragraph: তিনি নির্বাচন কমিশনের প্রতি আহ্বান জানিয়ে বলেন, লেভেল প্লেয়িং ফিল্ড নিশ্চিত করতে হবে। ছোট ও নতুন দলগুলোর জন্য সমান সুযোগ থাকতে হবে। — [532, 417, 862, 443]
article-paragraph: কানাডার হাইকমিশনার অজিত সিংয়ের সঙ্গে বৈঠকে বাণিজ্য, বিনিয়োগ, শিক্ষা ও জনশক্তি রপ্তানিসহ নানা বিষয়ে আলোচনা হয়। বৈঠকে বিএনপির স্থায়ী কমিটির সদস্যরা উপস্থিত ছিলেন। — [39, 622, 297, 664]
article-paragraph: দলের পক্ষ থেকে এই ঘটনার তীব্র নিন্দা জানানো হয়েছে এবং দ্রুত জড়িতদের গ্রেপ্তারের দাবি জানানো হয়েছে। নিরাপত্তা আরও জোরদারের অনুরোধ করা হয়েছে। — [532, 1060, 862, 1086]
article-paragraph: সাক্ষাৎ শেষে সাংবাদিকদের সঙ্গে কথা বলেননি কোনো কূটনীতিক। তবে বিএনপির পক্ষ থেকে বলা হয়েছে, বৈঠকগুলো ছিল সৌজন্যমূলক এবং গঠনমূলক পরিবেশে অনুষ্ঠিত হয়েছে। — [39, 672, 297, 713]
article-paragraph: বিশ্লেষকরা বলছেন, সামাজিক সম্প্রীতি বজায় রাখতে সব ধর্ম ও সম্প্রদায়ের মানুষকে একসঙ্গে কাজ করতে হবে। গুজব ছড়ানো থেকে বিরত থাকতে হবে। — [1122, 343, 1473, 369]
article-paragraph: উভয় পক্ষের বক্তব্য শুনে চেম্বার আদালত পরবর্তী আদেশের জন্য দিন ধার্য করেন। ততক্ষণ পর্যন্ত স্থিতাবস্থা বজায় রাখার নির্দেশ দেওয়া হয়েছে। — [532, 858, 862, 884]
article-paragraph: এর আগে সকালে ইউরোপীয় ইউনিয়নের রাষ্ট্রদূত মাইকেল মিলার এবং কানাডার হাইকমিশনার অজিত সিং তারেক রহমানের সঙ্গে পৃথকভাবে সাক্ষাৎ করেন। সাক্ষাৎকালে আগামী নির্বাচন, গণতান্ত্রিক উত্তরণ এবং বাংলাদেশের চলমান রাজনৈতিক পরিস্থিতি নিয়ে আলোচনা হয়েছে বলে জানা গেছে। — [39, 412, 297, 482]
article-paragraph: আদালত সূত্রে জানা গেছে, মামলার তদন্ত প্রতিবেদনে বলা হয়েছে যে, আসামিরা পরিকল্পিতভাবে নিরস্ত্র জনতার ওপর গুলি চালানোর নির্দেশ দিয়েছিলেন। এতে বহু মানুষ নিহত ও আহত হন। — [39, 1016, 297, 1057]
article-paragraph: তিনি আরও বলেন, সব দলের সঙ্গে আলোচনার মাধ্যমে সমস্যার সমাধান করা হবে। কমিশন সবার মতামতকে গুরুত্ব দিচ্ছে। — [1122, 615, 1473, 642]
article-paragraph: সরিয়ে ফেলা ভিডিওগুলোর মধ্যে ৯৮ শতাংশের বেশি স্বয়ংক্রিয়ভাবে শনাক্ত করা হয়েছে। বাকিগুলো ব্যবহারকারীদের রিপোর্টের ভিত্তিতে সরানো হয়েছে। — [884, 959, 1100, 1000]
article-headline: জনগণের অনুদানে নির্বাচন করতে চায় এনসিপি : আসিফ মাহমুদ — [544, 146, 849, 196]
section-divider — [39, 724, 297, 725]
continued-from: (প্রথম পাতার পর) — [382, 1651, 447, 1661]
article-paragraph: তারা অভিযোগ করেন, প্রশাসন বারবার আশ্বাস দিলেও নির্বাচনের তারিখ ঘোষণা করছে না। শিক্ষার্থীদের অধিকার প্রতিষ্ঠায় আন্দোলন চালিয়ে যাওয়ার ঘোষণা দেন তারা। — [319, 1311, 510, 1367]
article-paragraph: গতকাল সোমবার দলের পক্ষ থেকে এক বিজ্ঞপ্তিতে এসব নির্দেশনা প্রকাশ করা হয়। প্রার্থীদের তা অক্ষরে অক্ষরে মেনে চলার আহ্বান জানানো হয়েছে। — [319, 318, 510, 360]
article-paragraph: এদিকে কমিশন জানিয়েছে, নির্ধারিত সময়েই নির্বাচন অনুষ্ঠিত হবে। প্রস্তুতির কাজ পুরোদমে এগিয়ে চলেছে। — [1122, 685, 1473, 711]
article-headline: চট্টগ্রামে জলঢল অভিযানকালে — [595, 503, 799, 522]
article-paragraph: দুর্নীতি দমন কমিশন সূত্রে জানা গেছে, অর্থ পাচারের অভিযোগে তাদের বিরুদ্ধে একাধিক মামলা চলমান রয়েছে। বিদেশে পাচার হওয়া অর্থ ফেরত আনার চেষ্টা চলছে। — [1122, 783, 1473, 809]
byline: দৈনিক বিডি প্রতিবেদক, ঢাকা অফিস : — [884, 235, 1026, 245]
article-paragraph: তিনি জানান, বৈঠকে দ্বিপাক্ষিক সম্পর্ক উন্নয়ন, আসন্ন জাতীয় সংসদ নির্বাচনসহ পারস্পরিক স্বার্থসংশ্লিষ্ট বিভিন্ন বিষয়ে আলোচনা হয়েছে। বৈঠকে বিএনপির স্থায়ী কমিটির সদস্য আমীর খসরু মাহমুদ চৌধুরী উপস্থিত ছিলেন। — [39, 348, 297, 403]
continued-from: (প্রথম পাতার পর) — [664, 935, 729, 946]
